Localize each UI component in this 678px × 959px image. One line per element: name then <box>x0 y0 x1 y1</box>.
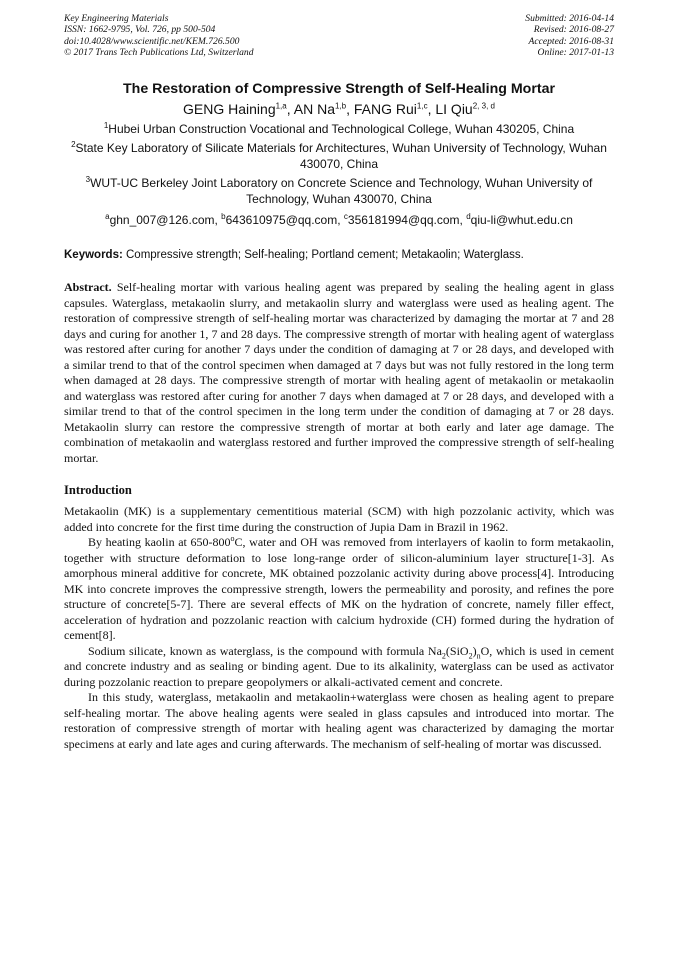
paper-title: The Restoration of Compressive Strength of Self-Healing Mortar <box>123 81 555 97</box>
abstract <box>64 280 614 466</box>
intro-p2-text: By heating kaolin at 650-800 <box>88 535 231 549</box>
email-sup: b <box>221 212 226 221</box>
journal-doi[interactable]: doi:10.4028/www.scientific.net/KEM.726.500 <box>64 35 240 47</box>
author-list: GENG Haining$^{1,a}$, AN Na$^{1,b}$, FANG Rui$^{1,c}$, LI Qiu$^{2, 3, d}$ <box>183 101 495 117</box>
intro-paragraph-1: Metakaolin (MK) is a supplementary cementitious material (SCM) with high pozzolanic activity, which was added into concrete for the first time during the construction of Jupia Dam in Brazil in 1962. <box>64 504 614 534</box>
email-sup: d <box>466 212 471 221</box>
author-sup: 1,a <box>275 101 287 111</box>
intro-p3-text: O, which is used in cement and concrete industry and as sealing or binding agent. Due to its alkalinity, waterglass can be used as activator during pozzolanic reaction to prepare geopolymers or alkali-activated cement and concrete. <box>64 643 614 689</box>
affiliation-sup: 1 <box>103 121 109 130</box>
affiliation-sup: 3 <box>85 175 91 184</box>
section-heading-introduction: Introduction <box>64 483 132 497</box>
affiliation-sup: 2 <box>71 140 76 149</box>
affiliation-text: State Key Laboratory of Silicate Materials for Architectures, Wuhan University of Technology, Wuhan 430070, China <box>75 141 607 171</box>
journal-copyright: © 2017 Trans Tech Publications Ltd, Switzerland <box>64 46 254 58</box>
affiliation <box>64 140 614 172</box>
affiliation-text: Hubei Urban Construction Vocational and Technological College, Wuhan 430205, China <box>108 122 575 136</box>
intro-p3-text: (SiO <box>445 643 469 658</box>
degree-sup: o <box>230 534 235 543</box>
formula-sub: n <box>476 650 481 660</box>
journal-name: Key Engineering Materials <box>64 13 169 24</box>
date-online: Online: 2017-01-13 <box>537 46 614 58</box>
email-link[interactable]: ghn_007@126.com <box>109 213 215 227</box>
date-submitted: Submitted: 2016-04-14 <box>525 13 614 24</box>
affiliation-text: WUT-UC Berkeley Joint Laboratory on Concrete Science and Technology, Wuhan University of Technology, Wuhan 430070, China <box>90 176 593 206</box>
keywords-label: Keywords: <box>64 249 123 261</box>
formula-sub: 2 <box>468 650 473 660</box>
journal-header <box>64 13 614 65</box>
affiliation <box>64 121 614 137</box>
email-link[interactable]: qiu-li@whut.edu.cn <box>470 213 573 227</box>
abstract-text: Self-healing mortar with various healing agent was prepared by sealing the healing agent in glass capsules. Waterglass, metakaolin slurry, and metakaolin slurry and waterglass were used as healing agent. The restoration of compressive strength of self-healing mortar was characterized by damaging the mortar at 7 and 28 days and curing for another 1, 7 and 28 days. The compressive strength of mortar with healing agent of waterglass was restored after curing for another 7 days under the condition of damaging at 7 or 28 days, and developed with a similar trend to that of the control specimen when damaged at 7 days but was not fully restored in the long term when damaged at 28 days. The compressive strength of mortar with healing agent of metakaolin or metakaolin and waterglass was restored after curing for another 7 days when damaged at 7 or 28 days, and developed with a similar trend to that of the control specimen in the long term under the condition of damaging at 7 or 28 days. Metakaolin slurry can restore the compressive strength of mortar at both early and later age damage. The combination of metakaolin and waterglass restored and further improved the compressive strength of self-healing mortar. <box>64 280 614 465</box>
email-sup: c <box>343 212 348 221</box>
author-name: FANG Rui <box>353 101 417 117</box>
paper-page <box>64 13 614 752</box>
author-sup: 1,c <box>416 101 428 111</box>
journal-issn: ISSN: 1662-9795, Vol. 726, pp 500-504 <box>64 24 216 36</box>
affiliation <box>64 175 614 207</box>
intro-paragraph-2 <box>64 535 614 644</box>
email-link[interactable]: 356181994@qq.com <box>347 213 460 227</box>
intro-p3-text: Sodium silicate, known as waterglass, is the compound with formula Na <box>88 643 442 658</box>
email-sup: a <box>105 212 110 221</box>
keywords-text: Compressive strength; Self-healing; Portland cement; Metakaolin; Waterglass. <box>126 249 524 261</box>
author-name: LI Qiu <box>435 101 473 117</box>
intro-p3-text: ) <box>472 643 477 658</box>
intro-p2-text: C, water and OH was removed from interlayers of kaolin to form metakaolin, together with structure deformation to lose long-range order of silicon-aluminium layer structure[1-3]. As amorphous mineral additive for concrete, MK obtained pozzolanic activity during above process[4]. Introducing MK into concrete improves the compressive strength, lowers the permeability and porosity, and refines the pore structure of concrete[5-7]. There are several effects of MK on the hydration of concrete, namely filler effect, acceleration of hydration and pozzolanic reaction with calcium hydroxide (CH) formed during the hydration of cement[8]. <box>64 535 614 642</box>
author-name: AN Na <box>293 101 335 117</box>
intro-paragraph-4: In this study, waterglass, metakaolin and metakaolin+waterglass were chosen as healing agent to prepare self-healing mortar. The above healing agents were sealed in glass capsules and introduced into mortar. The restoration of compressive strength of mortar with healing agent was characterized by damaging the mortar specimens at early and late ages and curing afterwards. The mechanism of self-healing of mortar was discussed. <box>64 690 614 751</box>
keywords <box>64 249 614 261</box>
author-sup: 2, 3, d <box>472 101 495 111</box>
publication-dates <box>525 13 614 58</box>
intro-paragraph-3 <box>64 644 614 691</box>
author-name: GENG Haining <box>183 101 276 117</box>
journal-info <box>64 13 254 58</box>
abstract-label: Abstract. <box>64 280 112 294</box>
date-revised: Revised: 2016-08-27 <box>533 24 614 36</box>
author-sup: 1,b <box>334 101 347 111</box>
date-accepted: Accepted: 2016-08-31 <box>528 35 614 47</box>
formula-sub: 2 <box>441 650 446 660</box>
email-link[interactable]: 643610975@qq.com <box>225 213 338 227</box>
email-list: $^a$ghn_007@126.com, $^b$643610975@qq.com, $^c$356181994@qq.com, $^d$qiu-li@whut.edu.cn <box>105 212 573 227</box>
